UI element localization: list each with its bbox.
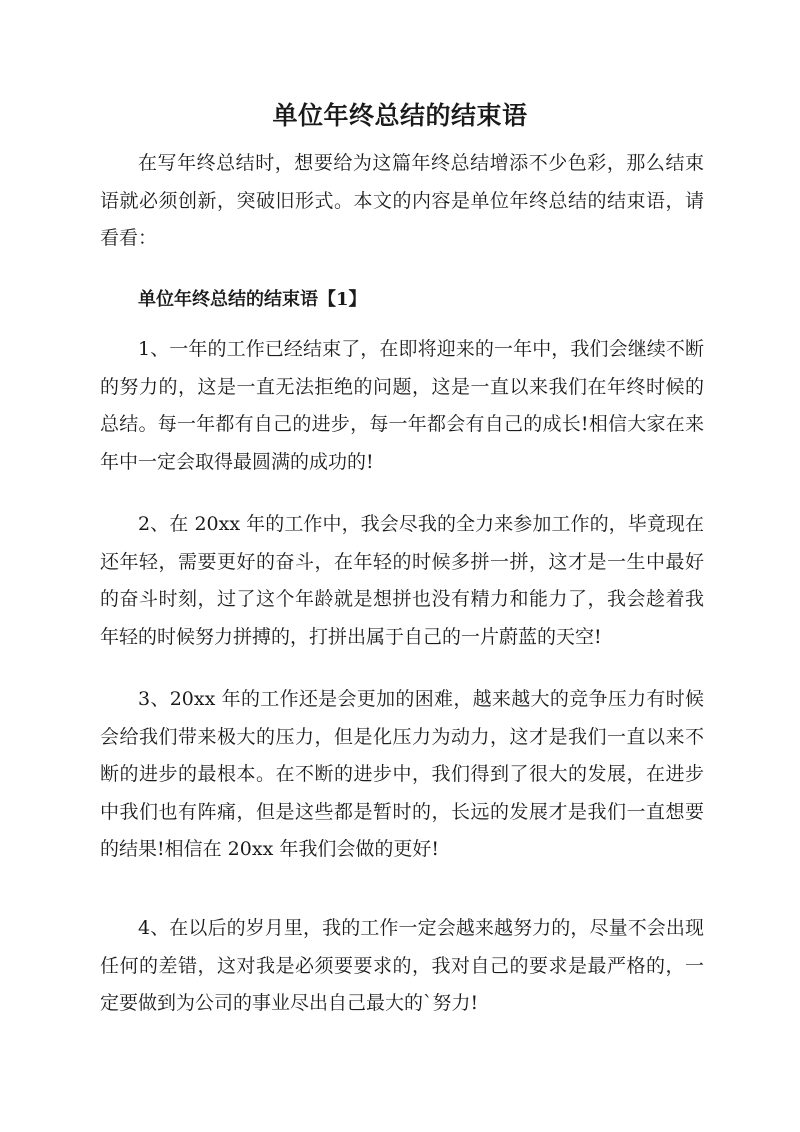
section-heading: 单位年终总结的结束语【1】 [138,289,367,310]
paragraph-2: 2、在 20xx 年的工作中，我会尽我的全力来参加工作的，毕竟现在还年轻，需要更好的奋斗，在年轻的时候多拼一拼，这才是一生中最好的奋斗时刻，过了这个年龄就是想拼也没有精力和能力了，我会趁着我年轻的时候努力拼搏的，打拼出属于自己的一片蔚蓝的天空! [100,513,704,648]
paragraph-3: 3、20xx 年的工作还是会更加的困难，越来越大的竞争压力有时候会给我们带来极大的压力，但是化压力为动力，这才是我们一直以来不断的进步的最根本。在不断的进步中，我们得到了很大的发展，在进步中我们也有阵痛，但是这些都是暂时的，长远的发展才是我们一直想要的结果!相信在 20xx 年我们会做的更好! [100,688,704,860]
paragraph-4: 4、在以后的岁月里，我的工作一定会越来越努力的，尽量不会出现任何的差错，这对我是必须要要求的，我对自己的要求是最严格的，一定要做到为公司的事业尽出自己最大的`努力! [100,917,704,1014]
document-title: 单位年终总结的结束语 [272,101,528,130]
paragraph-1: 1、一年的工作已经结束了，在即将迎来的一年中，我们会继续不断的努力的，这是一直无法拒绝的问题，这是一直以来我们在年终时候的总结。每一年都有自己的进步，每一年都会有自己的成长!相信大家在来年中一定会取得最圆满的成功的! [100,338,704,473]
intro-paragraph: 在写年终总结时，想要给为这篇年终总结增添不少色彩，那么结束语就必须创新，突破旧形式。本文的内容是单位年终总结的结束语，请看看： [100,152,704,249]
